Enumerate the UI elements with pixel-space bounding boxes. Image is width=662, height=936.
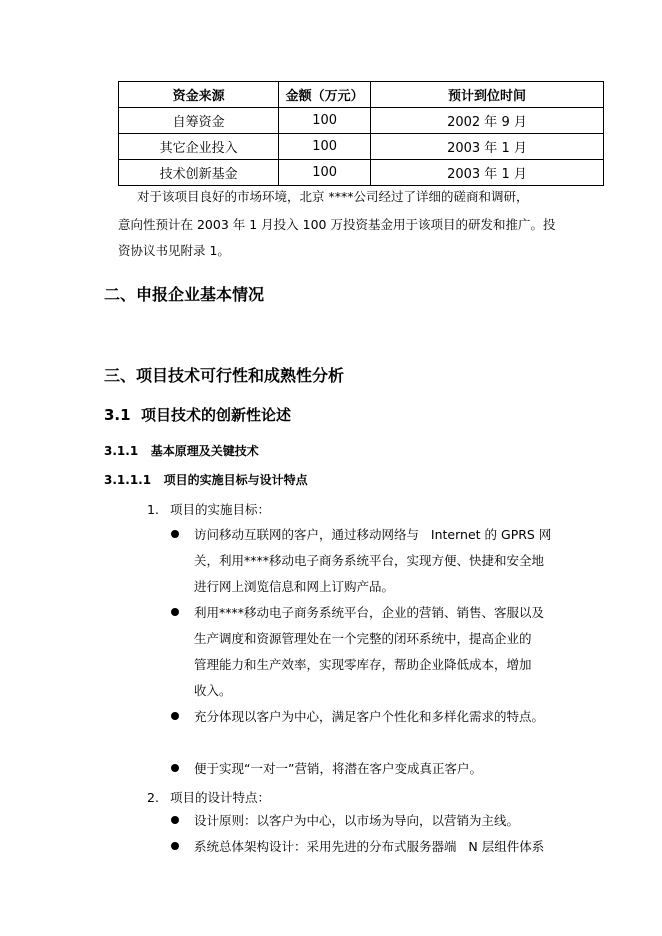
section-2-heading: 二、申报企业基本情况 [104, 285, 265, 304]
cell-time: 2003 年 1 月 [370, 160, 603, 186]
bullet-icon [171, 530, 179, 538]
bullet-2-line-2: 生产调度和资源管理处在一个完整的闭环系统中，提高企业的 [194, 631, 532, 646]
table-header-row [119, 82, 604, 108]
table-row [119, 134, 604, 160]
bullet-icon [171, 816, 179, 824]
header-source: 资金来源 [119, 82, 279, 108]
intro-line-2: 意向性预计在 2003 年 1 月投入 100 万投资基金用于该项目的研发和推广。投 [118, 217, 556, 232]
section-3-1-1-1-heading: 3.1.1.1 项目的实施目标与设计特点 [104, 473, 308, 487]
bullet-3-line-1: 充分体现以客户为中心，满足客户个性化和多样化需求的特点。 [194, 709, 545, 724]
list-item-1-label: 项目的实施目标： [170, 502, 271, 517]
bullet-icon [171, 764, 179, 772]
funding-table [118, 81, 604, 186]
header-time: 预计到位时间 [370, 82, 603, 108]
list-number-1: 1. [147, 502, 159, 517]
section-3-heading: 三、项目技术可行性和成熟性分析 [104, 366, 345, 385]
bullet-6-line-1: 系统总体架构设计：采用先进的分布式服务器端 N 层组件体系 [194, 839, 545, 854]
cell-source: 自筹资金 [119, 108, 279, 134]
table-row [119, 160, 604, 186]
bullet-icon [171, 712, 179, 720]
bullet-1-line-1: 访问移动互联网的客户，通过移动网络与 Internet 的 GPRS 网 [194, 527, 552, 542]
bullet-1-line-2: 关，利用****移动电子商务系统平台，实现方便、快捷和安全地 [194, 553, 545, 568]
intro-line-1: 对于该项目良好的市场环境，北京 ****公司经过了详细的磋商和调研， [137, 189, 529, 204]
header-amount: 金额（万元） [279, 82, 371, 108]
bullet-icon [171, 842, 179, 850]
section-3-1-heading: 3.1 项目技术的创新性论述 [104, 406, 292, 424]
bullet-2-line-3: 管理能力和生产效率，实现零库存，帮助企业降低成本，增加 [194, 657, 532, 672]
cell-time: 2002 年 9 月 [370, 108, 603, 134]
bullet-2-line-1: 利用****移动电子商务系统平台，企业的营销、销售、客服以及 [194, 605, 545, 620]
cell-source: 其它企业投入 [119, 134, 279, 160]
cell-amount: 100 [279, 160, 371, 186]
bullet-4-line-1: 便于实现“一对一”营销，将潜在客户变成真正客户。 [194, 761, 482, 776]
table-row [119, 108, 604, 134]
cell-amount: 100 [279, 108, 371, 134]
bullet-2-line-4: 收入。 [194, 683, 232, 698]
cell-amount: 100 [279, 134, 371, 160]
section-3-1-1-heading: 3.1.1 基本原理及关键技术 [104, 444, 259, 458]
bullet-icon [171, 608, 179, 616]
list-item-2-label: 项目的设计特点： [170, 790, 271, 805]
intro-line-3: 资协议书见附录 1。 [118, 243, 230, 258]
list-number-2: 2. [147, 790, 159, 805]
cell-source: 技术创新基金 [119, 160, 279, 186]
bullet-1-line-3: 进行网上浏览信息和网上订购产品。 [194, 579, 395, 594]
cell-time: 2003 年 1 月 [370, 134, 603, 160]
bullet-5-line-1: 设计原则：以客户为中心，以市场为导向，以营销为主线。 [194, 813, 520, 828]
